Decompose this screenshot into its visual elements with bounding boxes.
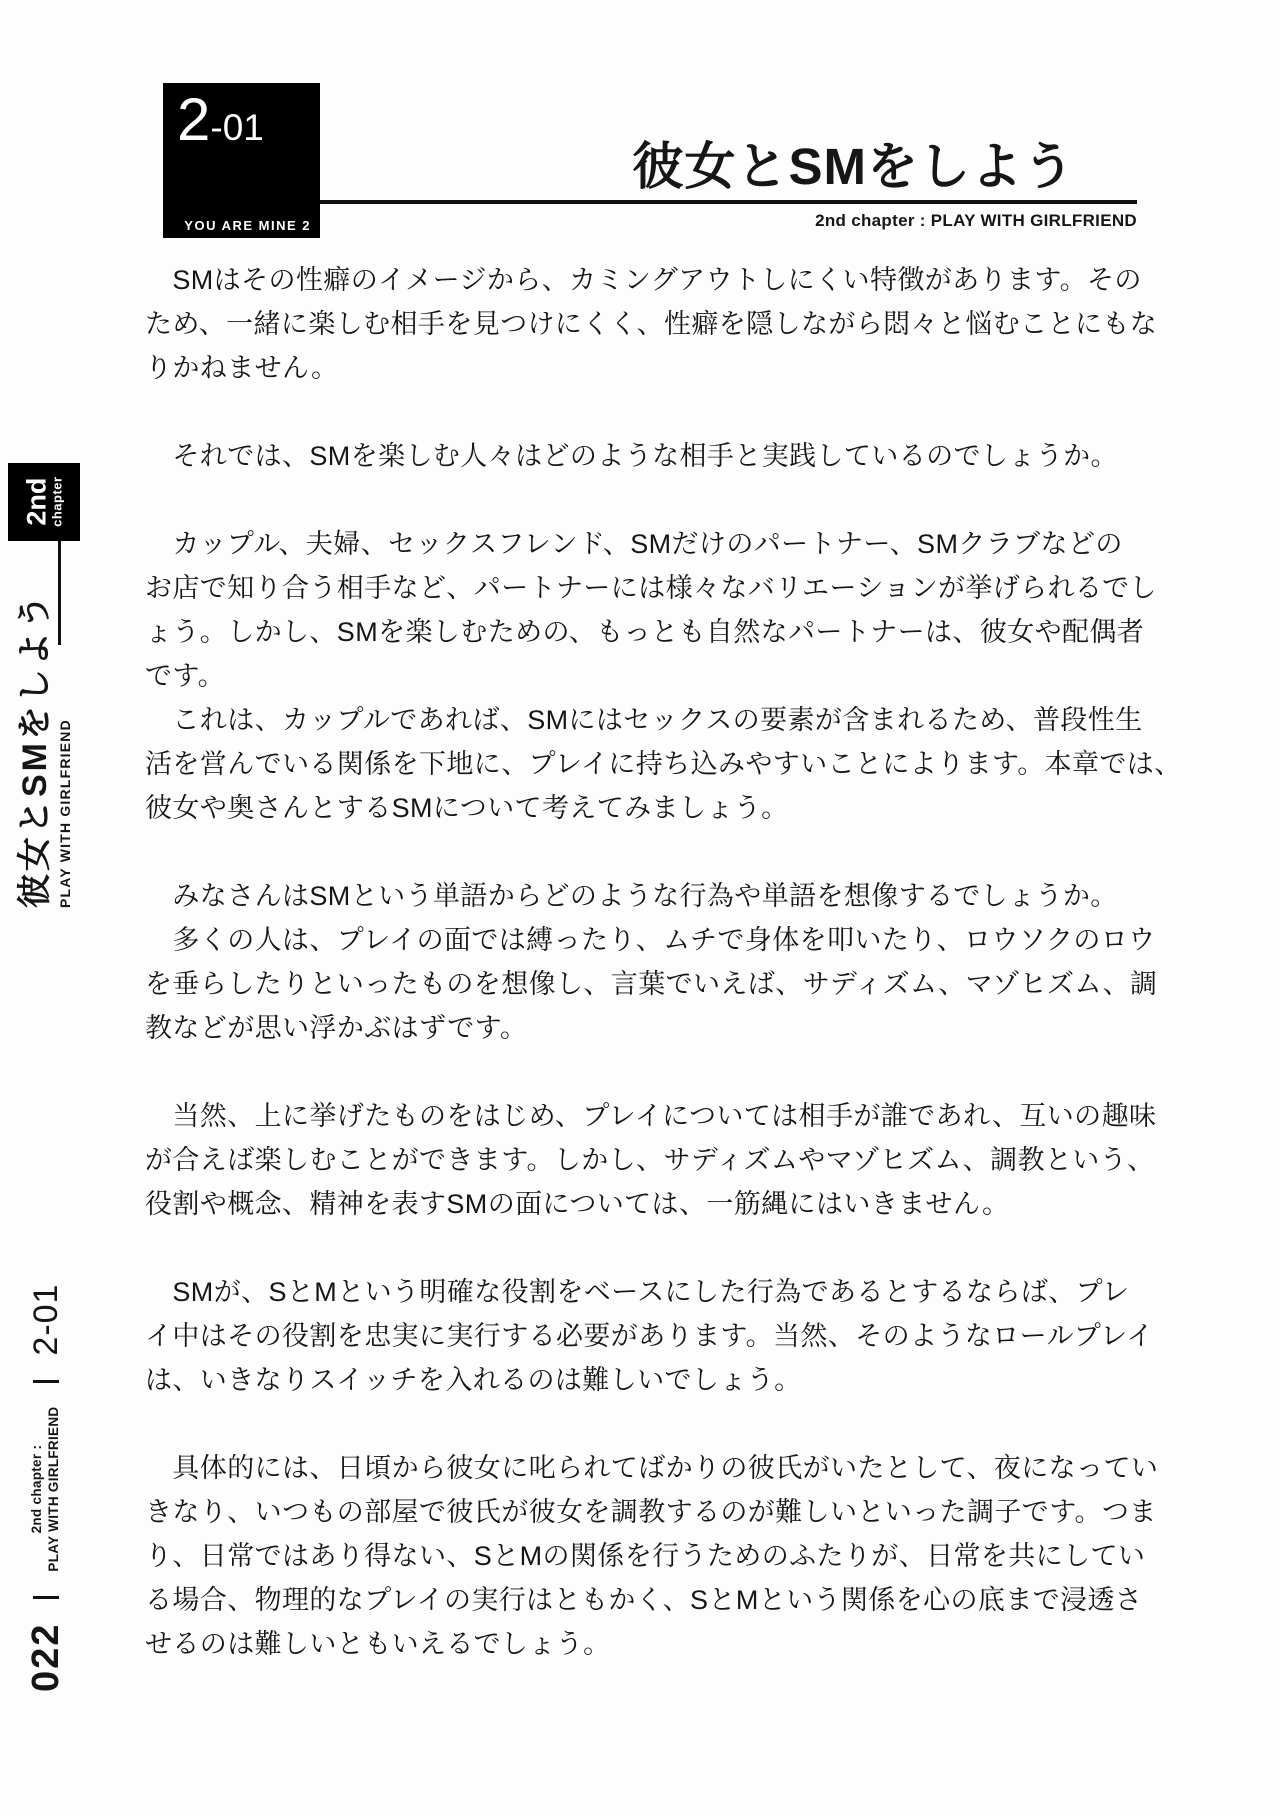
body-text-line: ため、一緒に楽しむ相手を見つけにくく、性癖を隠しながら悶々と悩むことにもな [145, 309, 1158, 339]
footer-separator-bar [33, 1596, 59, 1599]
sidebar-chapter-tab-text [23, 477, 64, 527]
page-number: 022 [24, 1622, 67, 1692]
paragraph-group [145, 434, 1150, 478]
body-text-line: せるのは難しいともいえるでしょう。 [145, 1629, 611, 1659]
paragraph-group [145, 1094, 1157, 1226]
header-rule [320, 200, 1137, 204]
series-label: YOU ARE MINE 2 [184, 218, 311, 233]
body-text-line: カップル、夫婦、セックスフレンド、SMだけのパートナー、SMクラブなどの [145, 529, 1123, 559]
body-text-line: きなり、いつもの部屋で彼氏が彼女を調教するのが難しいといった調子です。つま [145, 1497, 1157, 1527]
body-text-line: 彼女や奥さんとするSMについて考えてみましょう。 [145, 793, 789, 823]
chapter-number-minor: -01 [210, 107, 264, 148]
sidebar-footer [22, 1283, 70, 1692]
footer-section-number: 2-01 [26, 1283, 65, 1356]
body-text-line: り、日常ではあり得ない、SとMの関係を行うためのふたりが、日常を共にしてい [145, 1541, 1146, 1571]
body-text-line: お店で知り合う相手など、パートナーには様々なバリエーションが挙げられるでし [145, 573, 1157, 603]
chapter-number [177, 87, 264, 153]
sidebar-chapter-tab-line1: 2nd [21, 477, 52, 527]
body-text [145, 258, 1182, 1710]
body-text-line: 教などが思い浮かぶはずです。 [145, 1013, 528, 1043]
body-text-line: これは、カップルであれば、SMにはセックスの要素が含まれるため、普段性生 [145, 705, 1143, 735]
body-text-line: 多くの人は、プレイの面では縛ったり、ムチで身体を叩いたり、ロウソクのロウ [145, 925, 1156, 955]
sidebar-vertical-subtitle: PLAY WITH GIRLFRIEND [56, 719, 73, 908]
footer-chapter-label [29, 1407, 63, 1572]
body-text-line: みなさんはSMという単語からどのような行為や単語を想像するでしょうか。 [145, 881, 1118, 911]
page-title: 彼女とSMをしよう [632, 138, 1075, 195]
page-subtitle: 2nd chapter : PLAY WITH GIRLFRIEND [815, 211, 1137, 230]
paragraph-group [145, 258, 1158, 390]
footer-separator-bar [33, 1380, 59, 1383]
paragraph-group [145, 874, 1158, 1050]
body-text-line: を垂らしたりといったものを想像し、言葉でいえば、サディズム、マゾヒズム、調 [145, 969, 1158, 999]
body-text-line: 当然、上に挙げたものをはじめ、プレイについては相手が誰であれ、互いの趣味 [145, 1101, 1157, 1131]
body-text-line: 活を営んでいる関係を下地に、プレイに持ち込みやすいことによります。本章では、 [145, 749, 1182, 779]
body-text-line: ょう。しかし、SMを楽しむための、もっとも自然なパートナーは、彼女や配偶者 [145, 617, 1145, 647]
footer-chapter-label-line2: PLAY WITH GIRLFRIEND [46, 1406, 61, 1572]
body-text-line: SMはその性癖のイメージから、カミングアウトしにくい特徴があります。その [145, 265, 1142, 295]
body-text-line: が合えば楽しむことができます。しかし、サディズムやマゾヒズム、調教という、 [145, 1145, 1155, 1175]
sidebar-vertical-title: 彼女とSMをしよう [16, 592, 54, 908]
body-text-line: 具体的には、日頃から彼女に叱られてばかりの彼氏がいたとして、夜になってい [145, 1453, 1159, 1483]
paragraph-group [145, 1270, 1154, 1402]
sidebar-chapter-tab [8, 463, 80, 541]
body-text-line: りかねません。 [145, 353, 339, 383]
sidebar-chapter-tab-line2: chapter [49, 476, 65, 528]
paragraph-group [145, 522, 1182, 830]
footer-chapter-label-line1: 2nd chapter : [29, 1444, 45, 1534]
body-text-line: です。 [145, 661, 226, 691]
chapter-number-box [163, 83, 320, 238]
chapter-number-major: 2 [177, 86, 211, 153]
body-text-line: る場合、物理的なプレイの実行はともかく、SとMという関係を心の底まで浸透さ [145, 1585, 1143, 1615]
body-text-line: それでは、SMを楽しむ人々はどのような相手と実践しているのでしょうか。 [145, 441, 1118, 471]
sidebar-vertical-title-block [18, 563, 78, 908]
body-text-line: SMが、SとMという明確な役割をベースにした行為であるとするならば、プレ [145, 1277, 1130, 1307]
body-text-line: は、いきなりスイッチを入れるのは難しいでしょう。 [145, 1365, 802, 1395]
paragraph-group [145, 1446, 1159, 1666]
body-text-line: イ中はその役割を忠実に実行する必要があります。当然、そのようなロールプレイ [145, 1321, 1154, 1351]
body-text-line: 役割や概念、精神を表すSMの面については、一筋縄にはいきません。 [145, 1189, 1010, 1219]
